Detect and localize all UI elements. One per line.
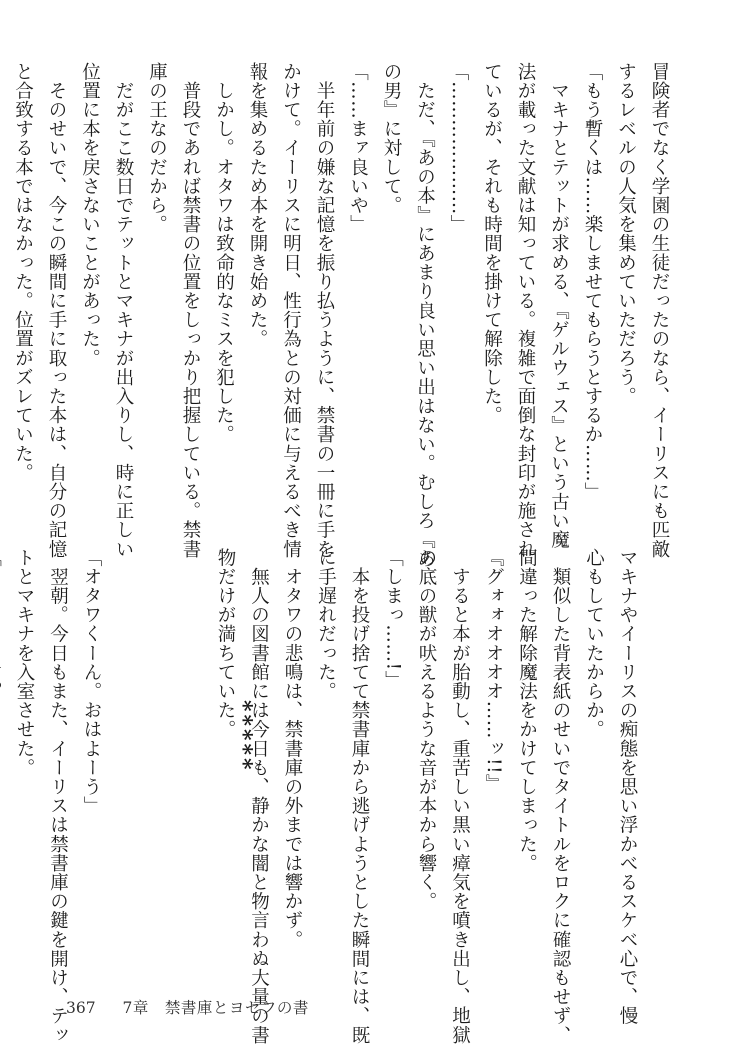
text-line: 「しまっ……!」 [382,548,404,690]
chapter-title: 7章 禁書庫とヨセフの書 [122,999,309,1017]
text-line: に手遅れだった。 [315,548,337,701]
text-line: 本を投げ捨てて禁書庫から逃げようとした瞬間には、既 [349,548,370,1045]
text-line: すると本が胎動し、重苦しい黒い瘴気を噴き出し、地獄 [449,548,471,1045]
page-footer [66,996,309,1018]
page-number: 367 [66,999,96,1017]
text-line: 法が載った文献は知っている。複雑で面倒な封印が施され [515,62,536,559]
text-line: しかし。オタワは致命的なミスを犯した。 [213,62,235,444]
text-line: ただ、『あの本』にあまり良い思い出はない。むしろ『あ [414,62,436,569]
text-line: 間違った解除魔法をかけてしまった。 [516,548,538,873]
text-line: 報を集めるため本を開き始めた。 [247,62,268,349]
text-line: 類似した背表紙のせいでタイトルをロクに確認もせず、 [550,548,571,1045]
text-line: マキナやイーリスの痴態を思い浮かべるスケベ心で、慢 [617,548,638,1026]
upper-text-block [0,62,676,569]
text-line: 半年前の嫌な記憶を振り払うように、禁書の一冊に手を [314,62,335,559]
text-line: の男』に対して。 [381,62,402,215]
text-line: と合致する本ではなかった。位置がズレていた。 [12,62,34,483]
text-line: そのせいで、今この瞬間に手に取った本は、自分の記憶 [46,62,67,559]
text-line: かけて。イーリスに明日、性行為との対価に与えるべき情 [280,62,302,559]
text-line [108,548,142,988]
text-line [142,548,176,988]
section-separator: ***** [230,700,256,773]
text-line: するレベルの人気を集めていただろう。 [615,62,637,406]
text-line: 「……まァ良いや」 [347,62,369,234]
text-line: 翌朝。今日もまた、イーリスは禁書庫の鍵を開け、テッ [47,548,69,1045]
text-line: 普段であれば禁書の位置をしっかり把握している。禁書 [180,62,201,559]
text-line: 無人の図書館には今日も、静かな闇と物言わぬ大量の書 [248,548,270,1045]
text-line: だがここ数日でテットとマキナが出入りし、時に正しい [113,62,134,559]
text-line: の底の獣が吠えるような音が本から響く。 [416,548,437,911]
text-line: ているが、それも時間を掛けて解除した。 [481,62,503,425]
text-line: トとマキナを入室させた。 [14,548,35,778]
text-line: 冒険者でなく学園の生徒だったのなら、イーリスにも匹敵 [649,62,670,559]
text-line: マキナとテットが求める、『ゲルウェス』という古い魔 [548,62,570,550]
text-line [0,548,8,988]
text-line: オタワの悲鳴は、禁書庫の外までは響かず。 [282,548,303,950]
text-line: 庫の王なのだから。 [146,62,168,234]
text-line: 「オタワくーん。おはよーう」 [81,548,102,816]
text-line: 物だけが満ちていた。 [215,548,236,739]
text-line: 『グォォオオオオ……ッ!!』 [483,548,504,794]
text-line: 「…………………」 [448,62,469,234]
text-line: 「もう暫くは……楽しませてもらうとするか……」 [582,62,603,502]
text-line [175,548,209,988]
text-line: 心もしていたからか。 [583,548,605,739]
text-line: 位置に本を戻さないことがあった。 [79,62,101,368]
